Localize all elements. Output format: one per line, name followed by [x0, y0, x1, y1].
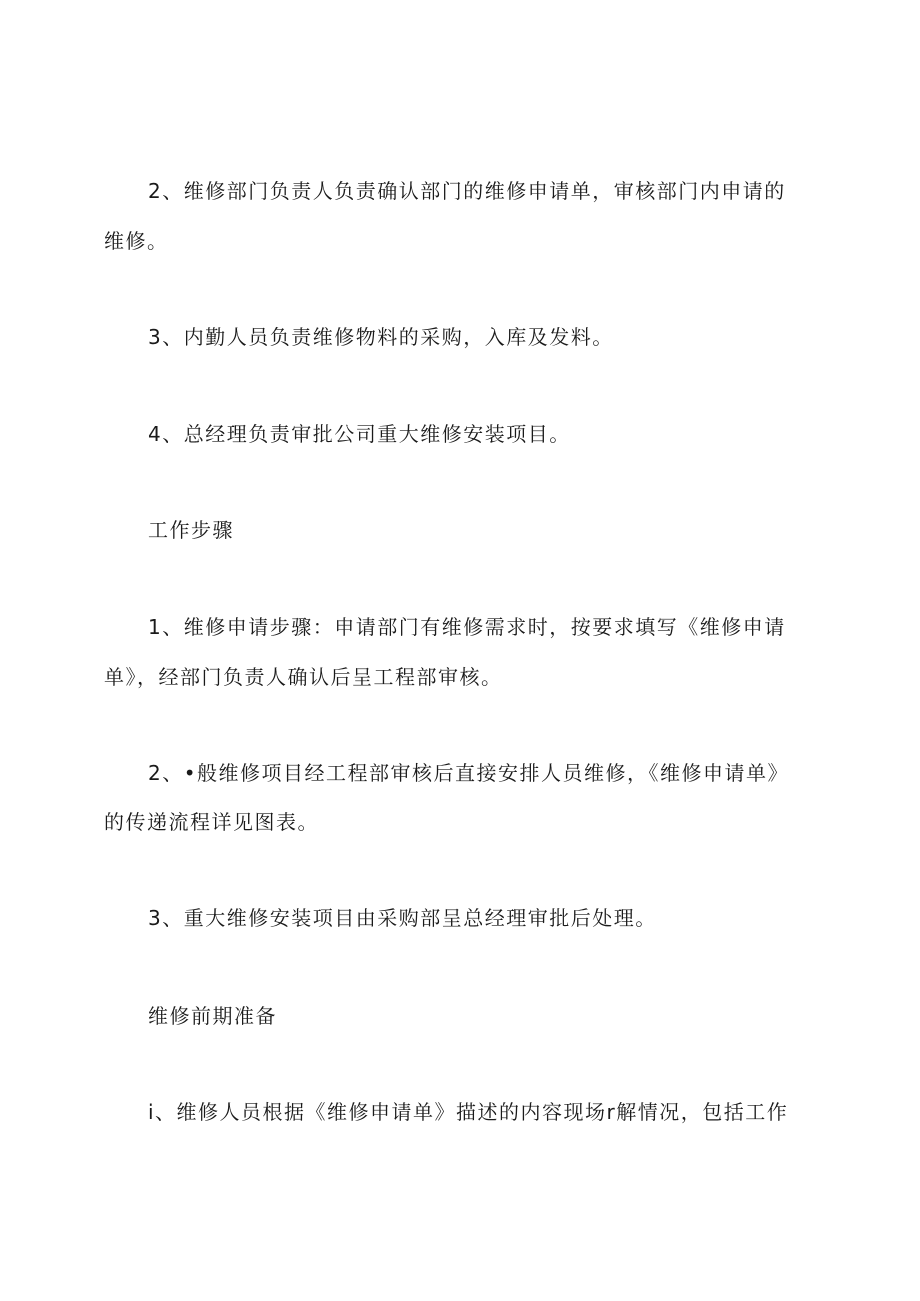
- paragraph-responsibility-3: 3、内勤人员负责维修物料的采购，入库及发料。: [148, 325, 614, 349]
- paragraph-step-1-line-2: 单》，经部门负责人确认后呈工程部审核。: [104, 665, 503, 689]
- paragraph-responsibility-2-line-2: 维修。: [104, 229, 169, 253]
- section-heading-maintenance-preparation: 维修前期准备: [148, 1004, 277, 1028]
- paragraph-step-3: 3、重大维修安装项目由采购部呈总经理审批后处理。: [148, 906, 657, 930]
- paragraph-step-2-line-1: 2、•般维修项目经工程部审核后直接安排人员维修，《维修申请单》: [148, 761, 790, 785]
- paragraph-step-2-line-2: 的传递流程详见图表。: [104, 810, 319, 834]
- paragraph-step-1-line-1: 1、维修申请步骤：申请部门有维修需求时，按要求填写《维修申请: [148, 615, 786, 639]
- paragraph-responsibility-4: 4、总经理负责审批公司重大维修安装项目。: [148, 422, 571, 446]
- paragraph-preparation-1: i、维修人员根据《维修申请单》描述的内容现场r解情况，包括工作: [148, 1100, 789, 1124]
- section-heading-work-steps: 工作步骤: [148, 518, 234, 542]
- paragraph-responsibility-2-line-1: 2、维修部门负责人负责确认部门的维修申请单，审核部门内申请的: [148, 179, 786, 203]
